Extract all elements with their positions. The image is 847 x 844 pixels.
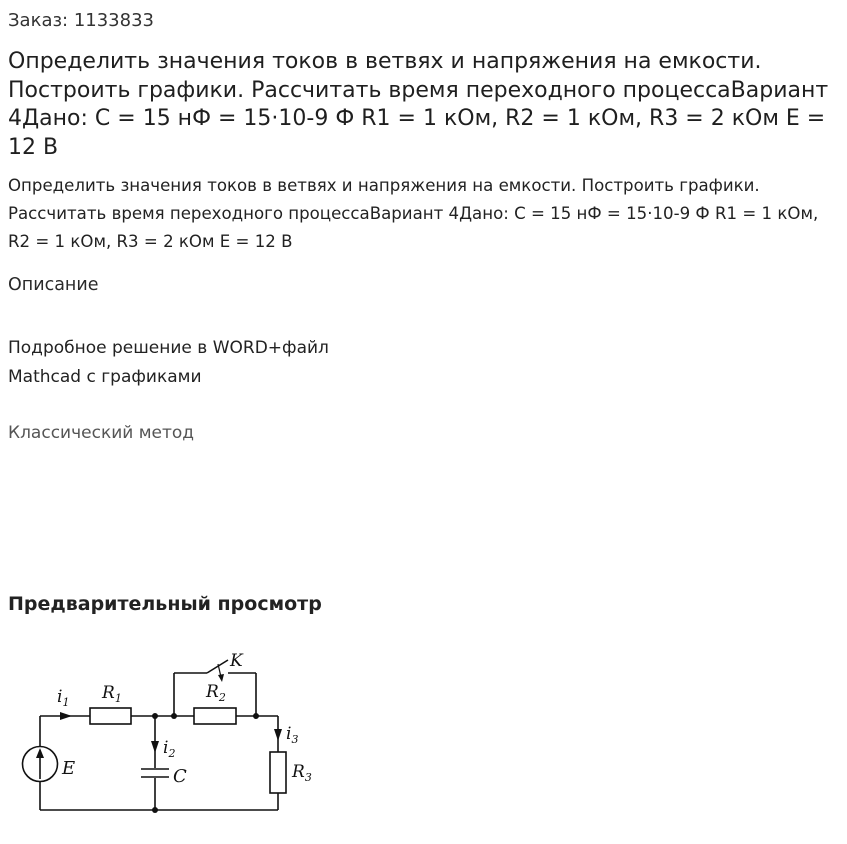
junction-node [152,807,158,813]
label-c: C [173,766,187,787]
description-label: Описание [8,275,99,295]
label-i3: $i_3$ [286,724,299,746]
label-i2: $i_2$ [163,738,176,760]
preview-heading: Предварительный просмотр [8,593,322,615]
description-line: Mathcad с графиками [8,367,202,387]
page-title: Определить значения токов в ветвях и напряжения на емкости. Построить графики. Рассчитать время переходного процессаВариант 4Дано: C = 15 нФ = 15·10-9 Ф R1 = 1 кОм, R2 = 1 кОм, R3 = 2 кОм E = 12 В [8,49,829,160]
label-r3: $R_3$ [292,762,312,784]
label-k: K [230,651,243,671]
current-arrow-i3 [274,729,282,741]
current-arrow-i1 [60,712,72,720]
method-text: Классический метод [8,423,195,443]
resistor-r2 [194,708,236,724]
label-r2: $R_2$ [206,682,226,704]
junction-node [171,713,177,719]
resistor-r1 [90,708,131,724]
junction-node [253,713,259,719]
junction-node [152,713,158,719]
summary-text: Определить значения токов в ветвях и напряжения на емкости. Построить графики. Рассчитать время переходного процессаВариант 4Дано: C = 15 нФ = 15·10-9 Ф R1 = 1 кОм, R2 = 1 кОм, R3 = 2 кОм E = 12 В [8,176,819,251]
switch-arrowhead [218,674,224,682]
label-e: E [62,758,76,779]
source-arrowhead [36,748,44,758]
resistor-r3 [270,752,286,793]
switch-k [207,660,228,673]
current-arrow-i2 [151,741,159,753]
circuit-diagram [0,640,330,820]
order-number: Заказ: 1133833 [8,10,154,31]
description-line: Подробное решение в WORD+файл [8,338,329,358]
label-r1: $R_1$ [102,683,122,705]
label-i1: $i_1$ [57,687,70,709]
